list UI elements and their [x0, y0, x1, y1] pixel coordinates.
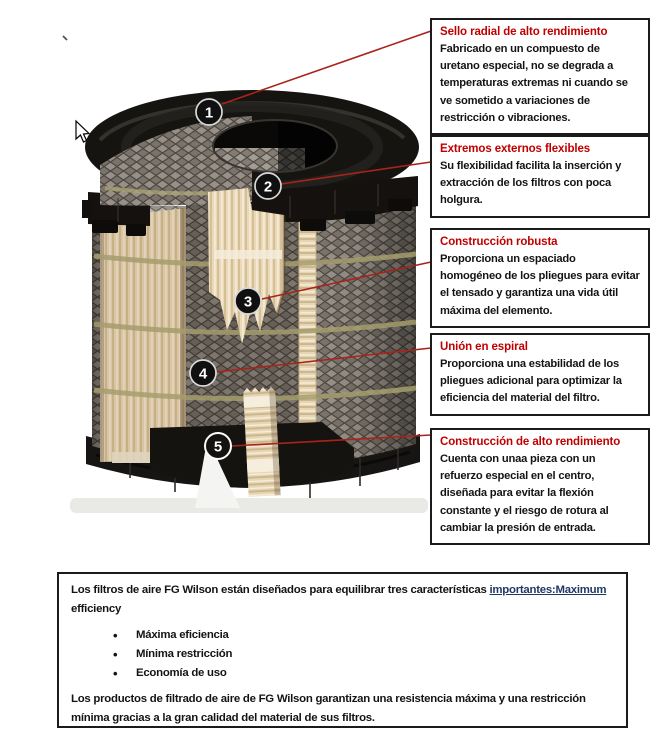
bullet-item-2: • Mínima restricción [111, 645, 614, 664]
callout-box-2 [430, 135, 650, 218]
marker-2 [255, 173, 281, 199]
callout-body-5: Cuenta con unaa pieza con un refuerzo especial en el centro, diseñada para evitar la flexión constante y el riesgo de rotura al cambiar la presión de entrada. [440, 453, 609, 534]
pleat-block [243, 386, 281, 497]
leader-line-1 [222, 31, 431, 104]
footer-bullet-list [71, 626, 614, 683]
callout-box-5 [430, 428, 650, 545]
marker-4 [190, 360, 216, 386]
callout-title-5: Construcción de alto rendimiento [440, 436, 621, 448]
callout-title-4: Unión en espiral [440, 341, 528, 353]
marker-5 [205, 433, 231, 459]
footer-box [57, 572, 628, 728]
callout-box-4 [430, 333, 650, 416]
left-pleat-window [100, 208, 186, 463]
marker-number-5: 5 [213, 438, 223, 456]
marker-number-1: 1 [204, 104, 214, 122]
importantes-maximum-link[interactable]: importantes:Maximum [489, 584, 607, 596]
marker-number-4: 4 [198, 365, 208, 383]
callout-body-1: Fabricado en un compuesto de uretano especial, no se degrada a temperaturas extremas ni cuando se ve sometido a variaciones de restricción o vibraciones. [440, 43, 628, 124]
callout-title-1: Sello radial de alto rendimiento [440, 26, 608, 38]
bullet-item-3: • Economía de uso [111, 664, 614, 683]
marker-1 [196, 99, 222, 125]
stray-mark [63, 36, 67, 40]
floor-shadow [70, 498, 428, 513]
marker-number-2: 2 [263, 178, 273, 196]
footer-intro-tail: efficiency [71, 603, 122, 615]
bullet-item-1: • Máxima eficiencia [111, 626, 614, 645]
footer-intro [71, 581, 614, 619]
marker-number-3: 3 [243, 293, 253, 311]
callout-body-4: Proporciona una estabilidad de los pliegues adicional para optimizar la eficiencia del material del filtro. [440, 358, 622, 405]
callout-body-3: Proporciona un espaciado homogéneo de los pliegues para evitar el tensado y garantiza una vida útil máxima del elemento. [440, 253, 640, 317]
callout-title-2: Extremos externos flexibles [440, 143, 591, 155]
marker-3 [235, 288, 261, 314]
footer-closing: Los productos de filtrado de aire de FG Wilson garantizan una resistencia máxima y una restricción mínima gracias a la gran calidad del material de sus filtros. [71, 693, 586, 724]
callout-title-3: Construcción robusta [440, 236, 558, 248]
callout-box-3 [430, 228, 650, 328]
callout-body-2: Su flexibilidad facilita la inserción y extracción de los filtros con poca holgura. [440, 160, 622, 207]
footer-intro-text: Los filtros de aire FG Wilson están diseñados para equilibrar tres características [71, 584, 490, 596]
callout-box-1 [430, 18, 650, 135]
